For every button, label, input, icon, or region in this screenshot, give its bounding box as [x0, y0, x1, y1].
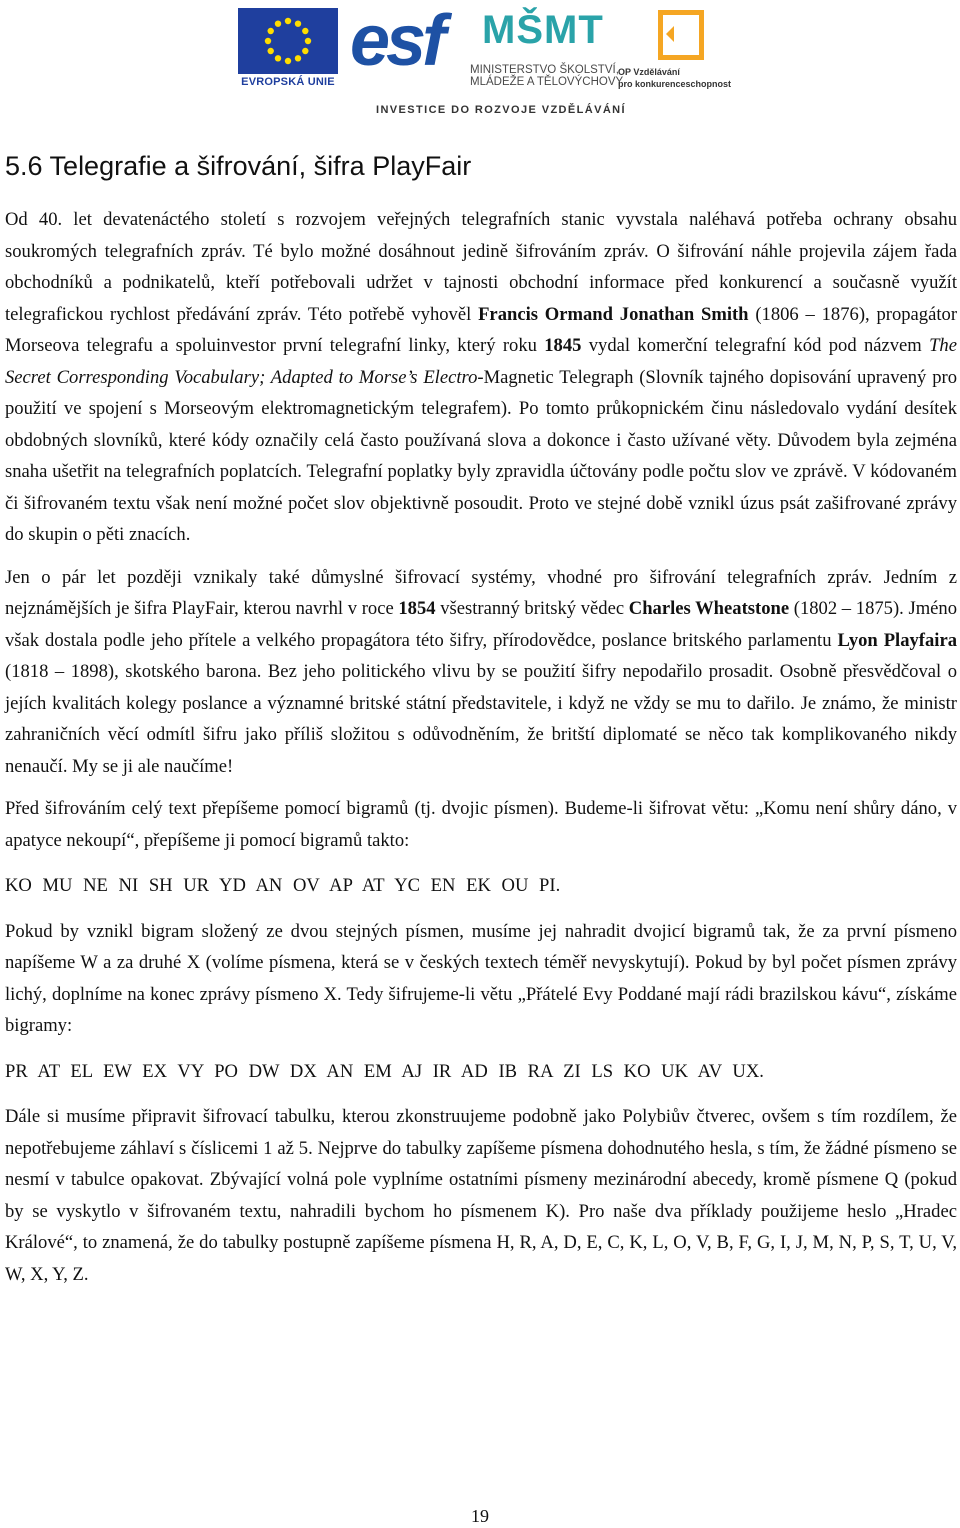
- bigrams-example-1: KO MU NE NI SH UR YD AN OV AP AT YC EN EK OU PI.: [5, 875, 561, 896]
- eu-logo: [238, 8, 338, 92]
- op-vk-name-line2: pro konkurenceschopnost: [618, 79, 732, 89]
- document-body: [5, 204, 957, 1290]
- header-tagline: INVESTICE DO ROZVOJE VZDĚLÁVÁNÍ: [376, 104, 626, 116]
- esf-logo: [350, 1, 450, 88]
- p1-year: 1845: [544, 335, 582, 356]
- op-vk-name: [618, 66, 731, 90]
- p1-name: Francis Ormand Jonathan Smith: [478, 303, 749, 325]
- paragraph-3: Před šifrováním celý text přepíšeme pomocí bigramů (tj. dvojic písmen). Budeme-li šifrovat větu: „Komu není shůry dáno, v apatyce nekoupí“, přepíšeme ji pomocí bigramů takto:: [5, 798, 957, 851]
- p2-name-wheatstone: Charles Wheatstone: [628, 598, 790, 619]
- paragraph-2: [5, 562, 957, 783]
- p2-text-c: (1802 – 1875). Jméno však dostala podle jeho přítele a velkého propagátora této šifry, přírodovědce, poslance britského parlamentu: [5, 598, 958, 651]
- op-vk-name-line1: OP Vzdělávání: [618, 67, 680, 77]
- p2-name-playfair: Lyon Playfaira: [837, 629, 958, 651]
- p2-text-b: všestranný britský vědec: [435, 598, 629, 619]
- section-heading: 5.6 Telegrafie a šifrování, šifra PlayFair: [5, 151, 472, 181]
- op-vk-logo: [618, 10, 732, 90]
- p2-text-d: (1818 – 1898), skotského barona. Bez jeho politického vlivu by se použití šifry nepodařilo prosadit. Osobně přesvědčoval o jejích kvalitách kolegy poslance a významné britské státní představitele, i když ne vždy se mu to dařilo. Je známo, že ministr zahraničních věcí odmítl šifru jako příliš složitou s odůvodněním, že britští diplomaté se něco tak komplikovaného nikdy nenaučí. My se ji ale naučíme!: [5, 661, 957, 777]
- eu-caption: EVROPSKÁ UNIE: [241, 76, 335, 88]
- op-vk-emblem-icon: [658, 10, 704, 60]
- bigrams-example-2: PR AT EL EW EX VY PO DW DX AN EM AJ IR AD IB RA ZI LS KO UK AV UX.: [5, 1060, 764, 1082]
- msmt-mark: MŠMT: [482, 8, 604, 52]
- msmt-logo: [470, 8, 624, 90]
- p1-book-title: The Secret Corresponding Vocabulary; Adapted to Morse’s Electro: [5, 335, 957, 388]
- paragraph-4: Pokud by vznikl bigram složený ze dvou stejných písmen, musíme jej nahradit dvojicí bigramů tak, že za první písmeno napíšeme W a za druhé X (volíme písmena, která se v českých textech téměř nevyskytují). Pokud by byl počet písmen zprávy lichý, doplníme na konec zprávy písmeno X. Tedy šifrujeme-li větu „Přátelé Evy Poddané mají rádi brazilskou kávu“, získáme bigramy:: [5, 920, 957, 1036]
- p1-text-a: Od 40. let devatenáctého století s rozvojem veřejných telegrafních stanic vyvstala naléhavá potřeba ochrany obsahu soukromých telegrafních zpráv. Té bylo možné dosáhnout jedině šifrováním zpráv. O šifrování náhle projevila zájem řada obchodníků a podnikatelů, kteří potřebovali udržet v tajnosti obchodní informace před konkurencí a současně využít telegrafickou rychlost předávání zpráv. Této potřebě vyhověl: [5, 209, 957, 325]
- p1-text-b: (1806 – 1876), propagátor Morseova telegrafu a spoluinvestor první telegrafní linky, který roku: [5, 303, 958, 356]
- msmt-name-line1: MINISTERSTVO ŠKOLSTVÍ,: [470, 64, 619, 76]
- esf-wordmark: esf: [350, 1, 443, 81]
- paragraph-5: Dále si musíme připravit šifrovací tabulku, kterou zkonstruujeme podobně jako Polybiův čtverec, ovšem s tím rozdílem, že nepotřebujeme záhlaví s číslicemi 1 až 5. Nejprve do tabulky zapíšeme písmena dohodnutého hesla, s tím, že žádné písmeno se nesmí v tabulce opakovat. Zbývající volná pole vyplníme ostatními písmeny mezinárodní abecedy, kromě písmene Q (pokud by se vyskytlo v šifrovaném textu, nahradili bychom ho písmenem K). Pro naše dva příklady použijeme heslo „Hradec Králové“, to znamená, že do tabulky postupně zapíšeme písmena H, R, A, D, E, C, K, L, O, V, B, F, G, I, J, M, N, P, S, T, U, V, W, X, Y, Z.: [5, 1106, 957, 1285]
- p2-text-a: Jen o pár let později vznikaly také důmyslné šifrovací systémy, vhodné pro šifrování telegrafních zpráv. Jedním z nejznámějších je šifra PlayFair, kterou navrhl v roce: [5, 566, 957, 619]
- msmt-name: [470, 64, 623, 88]
- p2-year: 1854: [398, 598, 436, 619]
- msmt-name-line2: MLÁDEŽE A TĚLOVÝCHOVY: [470, 76, 624, 88]
- paragraph-1: [5, 204, 957, 551]
- page-number: 19: [471, 1506, 489, 1526]
- header-logos: [0, 0, 960, 122]
- eu-flag-icon: [238, 8, 338, 74]
- p1-text-c: vydal komerční telegrafní kód pod názvem: [581, 335, 930, 356]
- p1-text-d: -Magnetic Telegraph (Slovník tajného dopisování upravený pro použití ve spojení s Morseovým elektromagnetickým telegrafem). Po tomto průkopnickém činu následovalo vydání desítek obdobných slovníků, které kódy označily celá často používaná slova a dokonce i často užívané věty. Důvodem byla zejména snaha ušetřit na telegrafních poplatcích. Telegrafní poplatky byly zpravidla účtovány podle počtu slov ve zprávě. V kódovaném či šifrovaném textu však není možné počet slov objektivně posoudit. Proto ve stejné době vznikl úzus psát zašifrované zprávy do skupin o pěti znacích.: [5, 366, 957, 545]
